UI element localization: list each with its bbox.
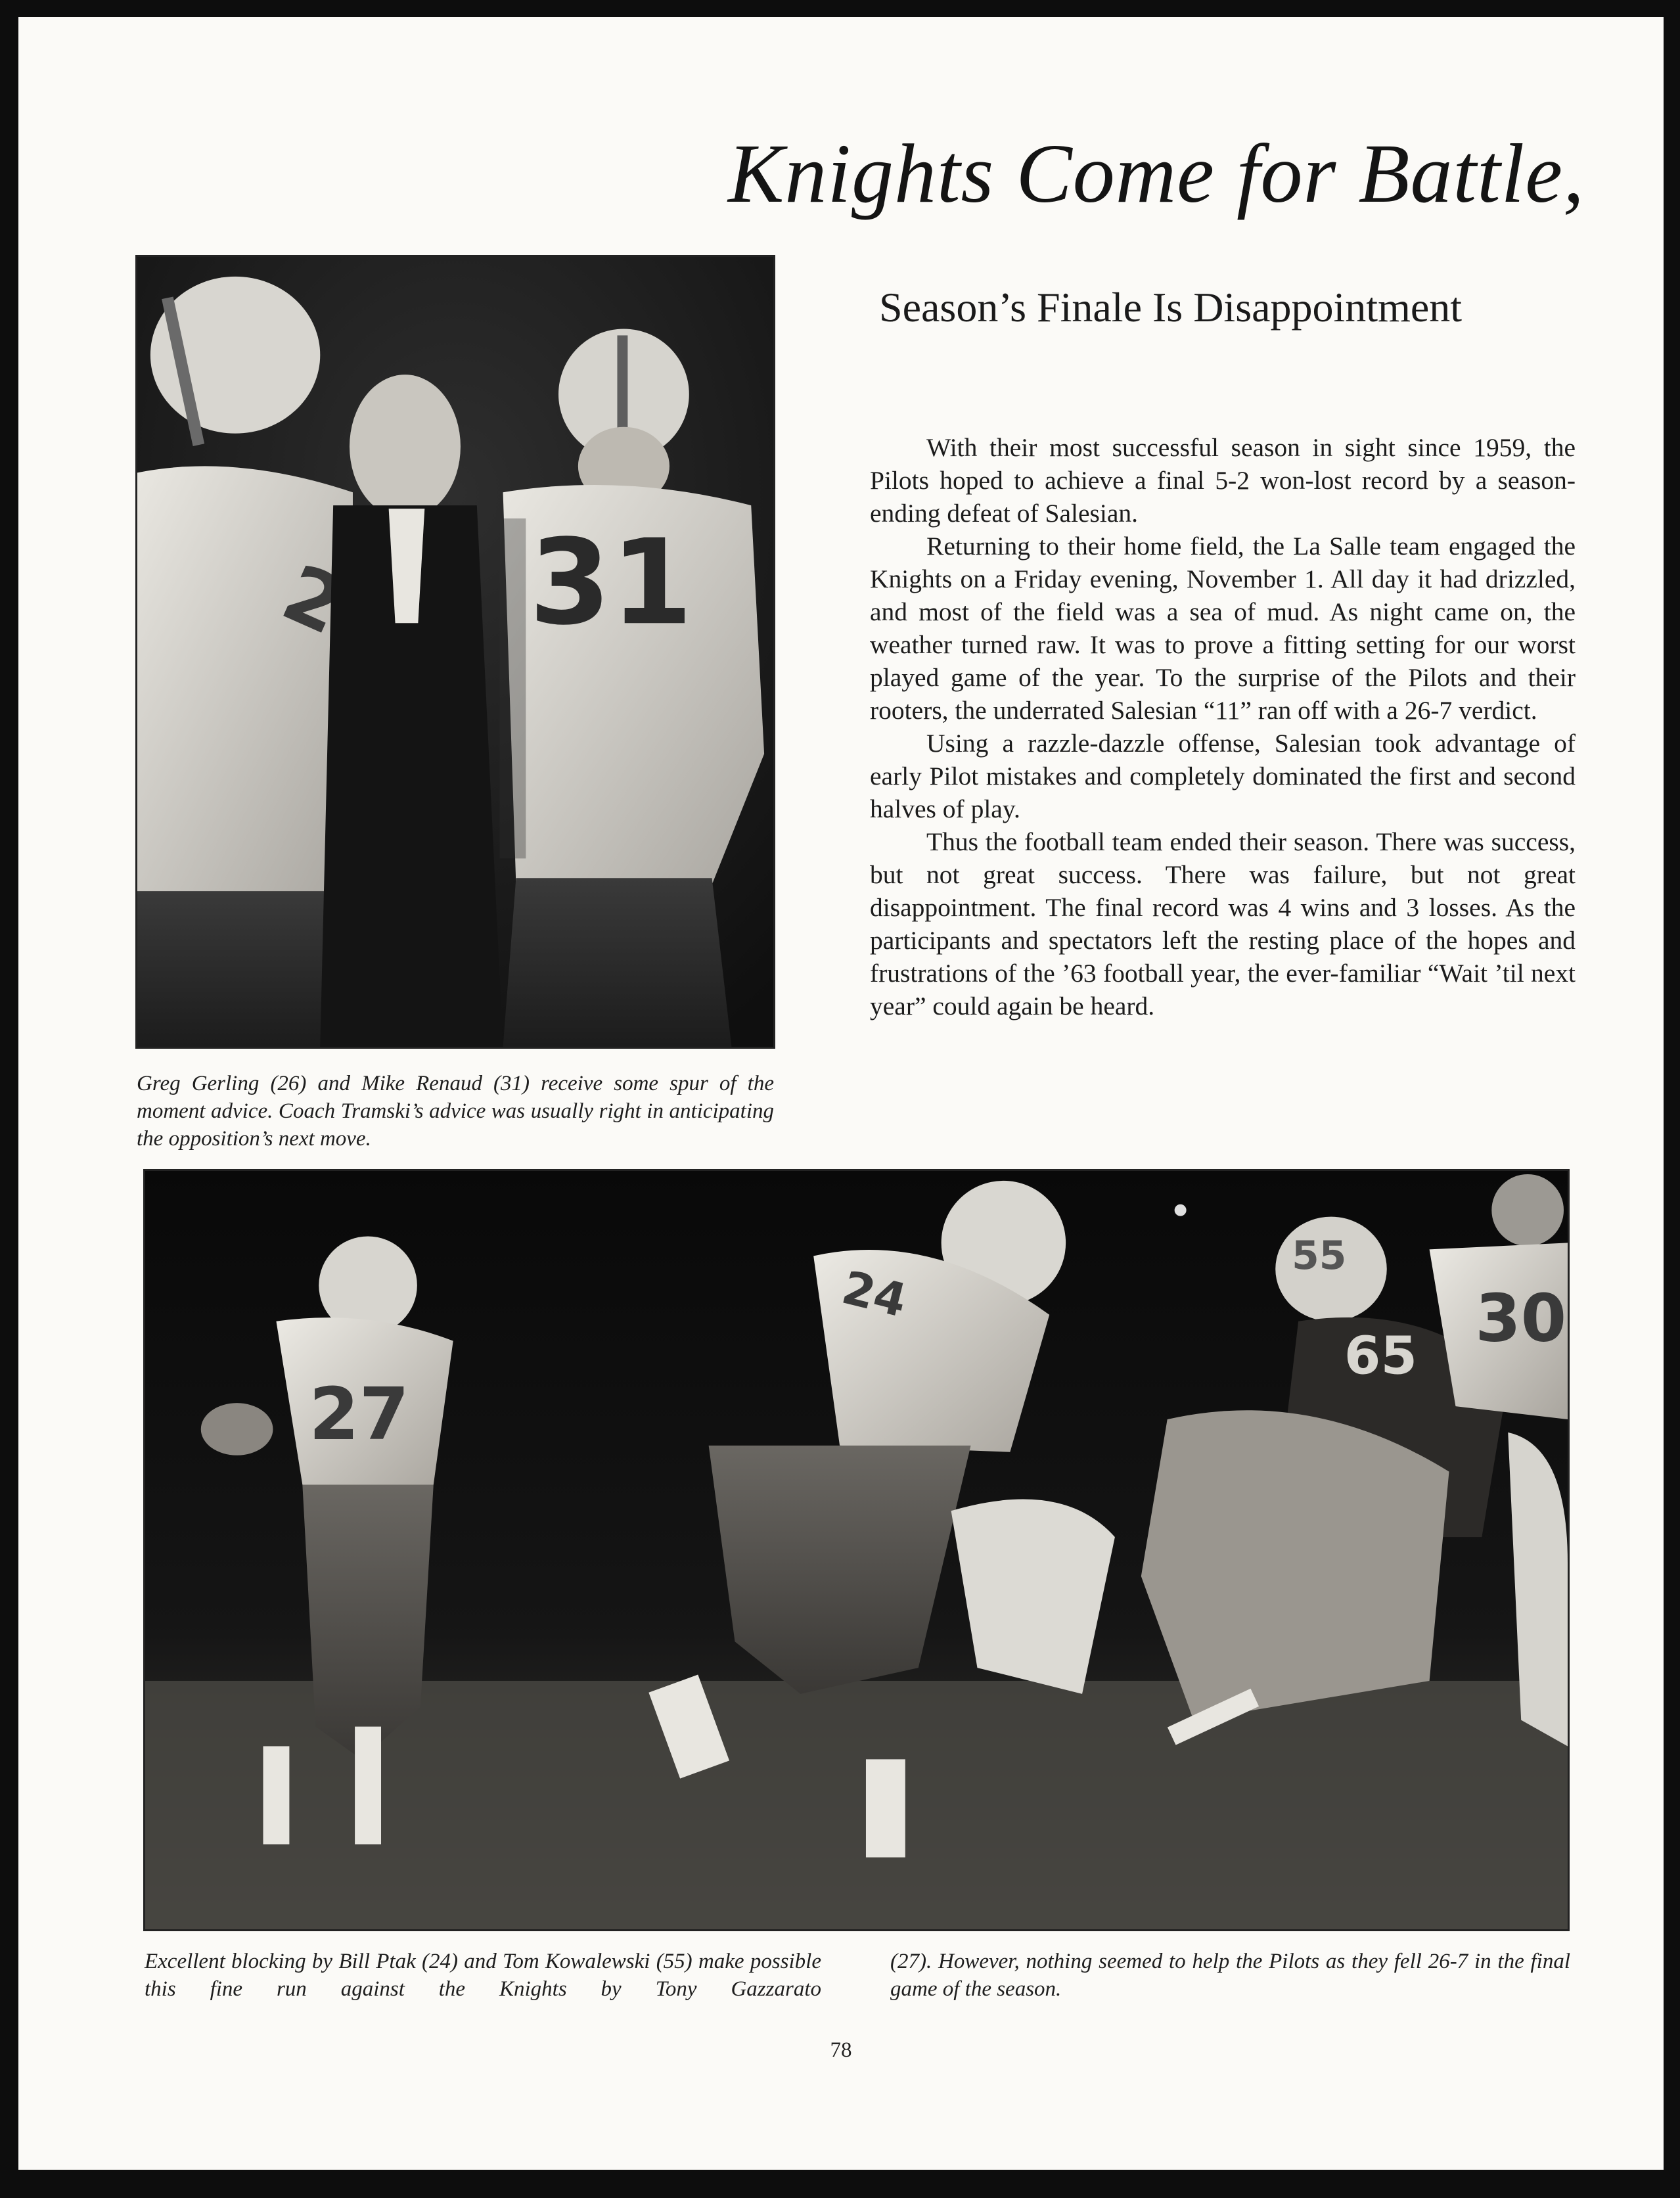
article-paragraph: Thus the football team ended their season. There was success, but not great success. There was failure, but not great disappointment. The final record was 4 wins and 3 losses. As the participants and spectators left the resting place of the hopes and frustrations of the ’63 football year, the ever-familiar “Wait ’til next year” could again be heard. bbox=[870, 827, 1576, 1020]
svg-text:31: 31 bbox=[529, 515, 693, 652]
svg-text:55: 55 bbox=[1292, 1233, 1347, 1279]
subhead: Season’s Finale Is Disappointment bbox=[879, 284, 1463, 331]
coach-advice-photo-image bbox=[137, 257, 773, 1047]
svg-text:30: 30 bbox=[1475, 1281, 1567, 1357]
game-action-photo bbox=[143, 1169, 1570, 1931]
yearbook-page bbox=[18, 17, 1664, 2170]
article-paragraph: With their most successful season in sight since 1959, the Pilots hoped to achieve a final 5-2 won-lost record by a season-ending defeat of Salesian. bbox=[870, 433, 1576, 528]
bottom-photo-caption-right: (27). However, nothing seemed to help the Pilots as they fell 26-7 in the final game of the season. bbox=[890, 1950, 1570, 2001]
svg-text:24: 24 bbox=[836, 1260, 912, 1328]
top-photo-caption: Greg Gerling (26) and Mike Renaud (31) receive some spur of the moment advice. Coach Tramski’s advice was usually right in anticipating the opposition’s next move. bbox=[137, 1072, 774, 1151]
game-action-photo-image bbox=[145, 1171, 1568, 1929]
article-paragraph: Using a razzle-dazzle offense, Salesian took advantage of early Pilot mistakes and completely dominated the first and second halves of play. bbox=[870, 729, 1576, 823]
article-paragraph: Returning to their home field, the La Salle team engaged the Knights on a Friday evening, November 1. All day it had drizzled, and most of the field was a sea of mud. As night came on, the weather turned raw. It was to prove a fitting setting for our worst played game of the year. To the surprise of the Pilots and their rooters, the underrated Salesian “11” ran off with a 26-7 verdict. bbox=[870, 532, 1576, 725]
headline: Knights Come for Battle, bbox=[728, 127, 1585, 220]
page-number: 78 bbox=[830, 2038, 852, 2062]
coach-advice-photo bbox=[135, 255, 775, 1049]
bottom-photo-caption-left: Excellent blocking by Bill Ptak (24) and Tom Kowalewski (55) make possible this fine run against the Knights by Tony Gazzarato bbox=[145, 1950, 821, 2001]
article-body bbox=[870, 431, 1576, 1022]
svg-text:65: 65 bbox=[1344, 1325, 1417, 1386]
svg-text:27: 27 bbox=[309, 1372, 409, 1456]
